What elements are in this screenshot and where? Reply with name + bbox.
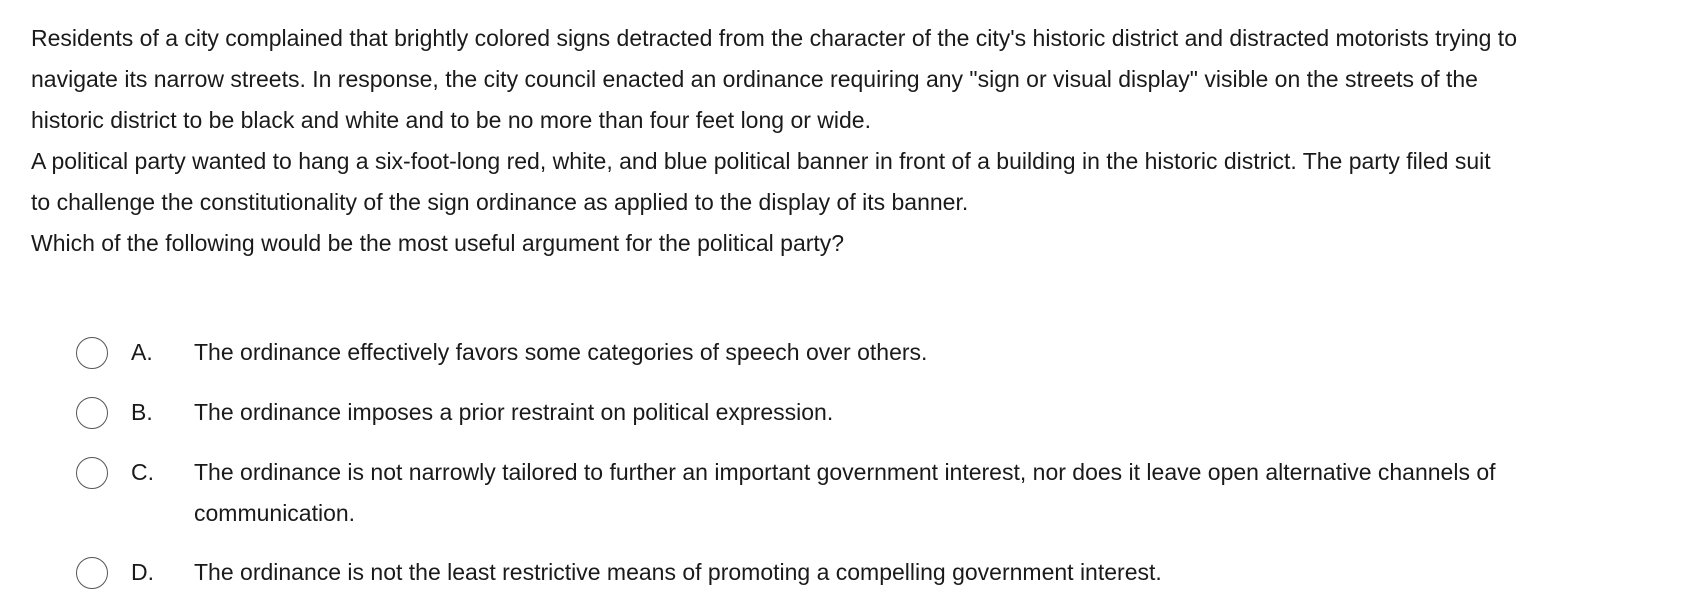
choice-b-line: The ordinance imposes a prior restraint on political expression. (194, 399, 834, 425)
choice-b-text[interactable] (194, 392, 1674, 433)
choice-a-line: The ordinance effectively favors some categories of speech over others. (194, 339, 928, 365)
choice-b-radio[interactable] (76, 397, 108, 429)
choice-c-letter: C. (131, 459, 154, 485)
choice-a-radio[interactable] (76, 337, 108, 369)
choice-d-line: The ordinance is not the least restrictive means of promoting a compelling government interest. (194, 559, 1162, 585)
paragraph-1-line: navigate its narrow streets. In response, the city council enacted an ordinance requiring any "sign or visual display" visible on the streets of the (31, 66, 1478, 92)
choice-b-letter: B. (131, 399, 153, 425)
paragraph-1-line: historic district to be black and white and to be no more than four feet long or wide. (31, 107, 871, 133)
choice-d-letter: D. (131, 559, 154, 585)
question-text (31, 18, 1683, 264)
choice-a-text[interactable] (194, 332, 1674, 373)
paragraph-1-line: Residents of a city complained that brightly colored signs detracted from the character of the city's historic district and distracted motorists trying to (31, 25, 1517, 51)
question-stem: Which of the following would be the most useful argument for the political party? (31, 230, 845, 256)
question-paragraph-2 (31, 141, 1683, 223)
choice-d-text[interactable] (194, 552, 1674, 593)
choice-c-text[interactable] (194, 452, 1674, 534)
paragraph-2-line: A political party wanted to hang a six-foot-long red, white, and blue political banner in front of a building in the historic district. The party filed suit (31, 148, 1491, 174)
choice-c-line: communication. (194, 500, 356, 526)
choice-d-radio[interactable] (76, 557, 108, 589)
question-paragraph-1 (31, 18, 1683, 141)
choice-c-radio[interactable] (76, 457, 108, 489)
paragraph-2-line: to challenge the constitutionality of the sign ordinance as applied to the display of its banner. (31, 189, 969, 215)
choice-a-letter: A. (131, 339, 153, 365)
choice-c-line: The ordinance is not narrowly tailored to further an important government interest, nor does it leave open alternative channels of (194, 459, 1496, 485)
